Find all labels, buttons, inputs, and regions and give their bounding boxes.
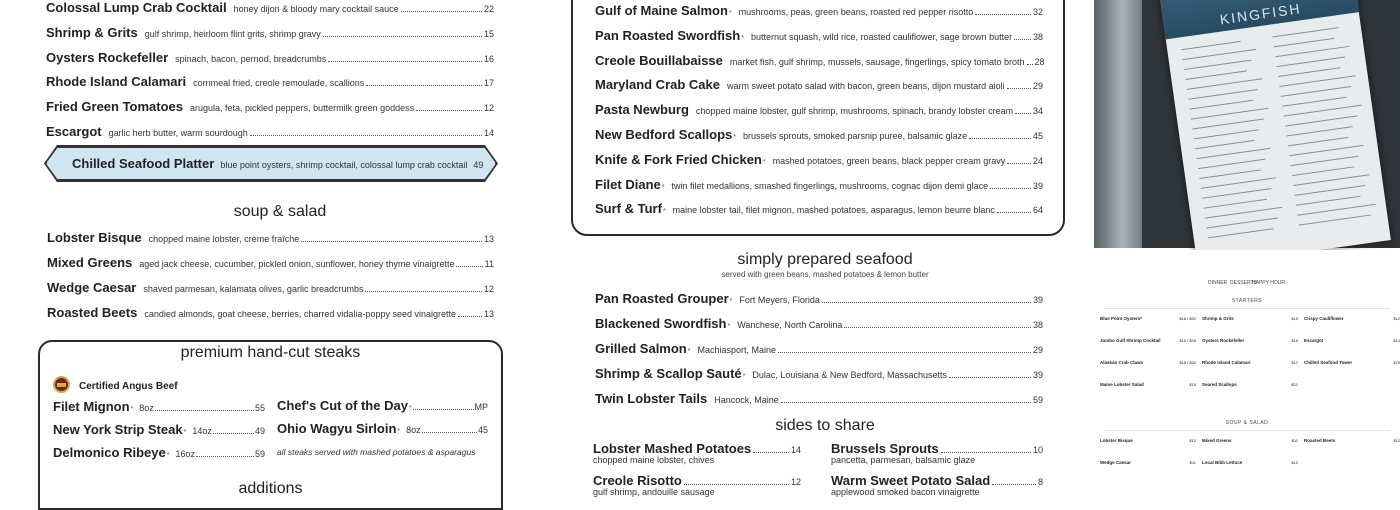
- menu-card-line: [1201, 177, 1276, 189]
- leader-dots: [844, 327, 1031, 328]
- item-name: Wedge Caesar: [1100, 460, 1131, 465]
- steaks-heading: premium hand-cut steaks: [180, 344, 361, 361]
- item-mark: *: [727, 323, 731, 330]
- menu-card-line: [1296, 196, 1361, 206]
- item-price: 55: [254, 403, 265, 413]
- item-price: $12: [1189, 438, 1196, 443]
- item-size: 8oz: [406, 425, 421, 435]
- item-name: Lobster Bisque: [1100, 438, 1133, 443]
- menu-item: [595, 391, 1043, 406]
- menu-item: [595, 316, 1043, 331]
- item-name: Ohio Wagyu Sirloin: [277, 421, 397, 436]
- item-name: Twin Lobster Tails: [595, 391, 708, 406]
- item-name: Maine Lobster Salad: [1100, 382, 1144, 387]
- leader-dots: [949, 377, 1031, 378]
- item-name: Pasta Newburg: [595, 102, 689, 118]
- menu-card-line: [1208, 228, 1273, 238]
- menu-item: [46, 124, 494, 139]
- menu-card-line: [1185, 70, 1247, 80]
- menu-card-line: [1289, 145, 1363, 156]
- item-name: Colossal Lump Crab Cocktail: [46, 0, 227, 15]
- menu-card-line: [1184, 60, 1251, 70]
- menu-card-line: [1205, 207, 1282, 219]
- item-name: Chef's Cut of the Day: [277, 398, 408, 413]
- leader-dots: [196, 456, 254, 457]
- steak-item: [53, 422, 265, 437]
- menu-item: [46, 99, 494, 114]
- menu-card-line: [1202, 188, 1271, 199]
- steak-item: [53, 445, 265, 460]
- menu-item: [595, 102, 1043, 117]
- menu-card-line: [1290, 156, 1358, 167]
- item-desc: Wanchese, North Carolina: [737, 320, 843, 330]
- mini-menu-item: [1100, 438, 1196, 443]
- menu-item: [595, 28, 1043, 43]
- menu-card-line: [1292, 166, 1355, 176]
- item-mark: *: [687, 348, 691, 355]
- leader-dots: [155, 410, 254, 411]
- water-glass-shape: [1094, 0, 1142, 248]
- item-price: 45: [1032, 131, 1043, 141]
- menu-item: [47, 280, 494, 295]
- item-price: 16: [483, 53, 494, 64]
- menu-card-line: [1279, 75, 1355, 87]
- leader-dots: [1015, 113, 1031, 114]
- item-name: Roasted Beets: [47, 305, 138, 320]
- item-mark: *: [397, 428, 401, 435]
- item-price: 34: [1032, 106, 1043, 117]
- certified-angus-logo: [53, 376, 70, 393]
- item-name: Alaskan Crab Claws: [1100, 360, 1144, 365]
- item-mark: *: [130, 406, 134, 413]
- item-name: Mixed Greens: [47, 255, 133, 270]
- side-item: [593, 473, 801, 497]
- item-desc: mashed potatoes, green beans, black pepper cream gravy: [772, 155, 1006, 166]
- menu-card-line: [1281, 86, 1351, 97]
- item-desc: chopped maine lobster, chives: [593, 455, 715, 465]
- item-desc: Dulac, Louisiana & New Bedford, Massachusetts: [752, 370, 947, 380]
- item-name: Creole Risotto: [593, 473, 682, 488]
- item-desc: twin filet medallions, smashed fingerlings, mushrooms, cognac dijon demi glace: [671, 180, 989, 191]
- item-mark: *: [742, 373, 746, 380]
- item-name: Fried Green Tomatoes: [46, 99, 184, 115]
- menu-card-line: [1188, 89, 1257, 100]
- leader-dots: [301, 241, 482, 242]
- leader-dots: [941, 452, 1031, 453]
- item-name: Local Bibb Lettuce: [1202, 460, 1243, 465]
- item-price: 59: [1032, 395, 1043, 405]
- menu-item: [595, 127, 1043, 142]
- leader-dots: [413, 409, 474, 410]
- item-price: 17: [483, 78, 494, 89]
- item-mark: *: [762, 158, 766, 166]
- item-desc: aged jack cheese, cucumber, pickled onion, sunflower, honey thyme vinaigrette: [139, 259, 455, 269]
- menu-card-line: [1277, 57, 1345, 68]
- certified-angus-label: Certified Angus Beef: [79, 381, 178, 392]
- menu-card-line: [1272, 27, 1338, 37]
- item-name: Delmonico Ribeye: [53, 445, 166, 460]
- item-price: 38: [1032, 31, 1043, 42]
- item-desc: gulf shrimp, andouille sausage: [593, 487, 715, 497]
- menu-card-line: [1295, 185, 1365, 196]
- mini-divider: [1104, 308, 1390, 309]
- leader-dots: [323, 36, 482, 37]
- menu-card-line: [1285, 115, 1357, 126]
- simple-seafood-subheading: served with green beans, mashed potatoes & lemon butter: [721, 270, 929, 279]
- leader-dots: [401, 11, 482, 12]
- item-desc: applewood smoked bacon vinaigrette: [831, 487, 980, 497]
- item-price: $17: [1291, 360, 1298, 365]
- item-price: $18 / $32: [1179, 360, 1196, 365]
- item-mark: *: [408, 405, 412, 412]
- side-item-top: [593, 473, 801, 488]
- item-desc: Machiasport, Maine: [697, 345, 777, 355]
- mini-menu-item: [1100, 460, 1196, 465]
- steak-item: [53, 399, 265, 414]
- item-price: $16 / $26: [1179, 338, 1196, 343]
- leader-dots: [1007, 163, 1031, 164]
- item-price: $15: [1291, 316, 1298, 321]
- photographed-menu-card: [1156, 0, 1391, 267]
- menu-card-line: [1194, 129, 1259, 139]
- item-desc: gulf shrimp, heirloom flint grits, shrimp gravy: [144, 28, 321, 39]
- item-price: 29: [1032, 345, 1043, 355]
- mini-menu-item: [1202, 360, 1298, 365]
- item-name: Blackened Swordfish: [595, 316, 727, 331]
- menu-card-line: [1293, 174, 1369, 186]
- item-name: Knife & Fork Fried Chicken: [595, 151, 762, 167]
- item-price: 38: [1032, 320, 1043, 330]
- leader-dots: [684, 484, 789, 485]
- menu-item: [46, 25, 494, 40]
- menu-card-line: [1274, 38, 1335, 47]
- menu-card-line: [1204, 199, 1268, 209]
- mini-menu-item: [1202, 338, 1298, 343]
- item-name: Pan Roasted Grouper: [595, 291, 729, 306]
- menu-item: [595, 366, 1043, 381]
- mini-menu-item: [1304, 338, 1400, 343]
- menu-card-line: [1198, 159, 1265, 169]
- menu-item: [595, 177, 1043, 192]
- item-name: Roasted Beets: [1304, 438, 1336, 443]
- side-item-top: [593, 441, 801, 456]
- item-mark: *: [183, 429, 187, 436]
- item-price: 11: [484, 259, 494, 269]
- item-name: Surf & Turf: [595, 201, 662, 217]
- sides-heading: sides to share: [775, 417, 875, 434]
- mini-menu-item: [1202, 438, 1298, 443]
- mini-soup-title: SOUP & SALAD: [1225, 420, 1269, 426]
- leader-dots: [456, 266, 482, 267]
- soup-salad-heading: soup & salad: [233, 203, 327, 220]
- item-desc: maine lobster tail, filet mignon, mashed potatoes, asparagus, lemon beurre blanc: [672, 205, 995, 216]
- item-price: 12: [483, 284, 494, 294]
- item-name: Brussels Sprouts: [831, 441, 939, 456]
- item-name: Pan Roasted Swordfish: [595, 27, 741, 43]
- item-desc: candied almonds, goat cheese, berries, charred vidalia-poppy seed vinaigrette: [144, 309, 456, 319]
- item-name: Filet Mignon: [53, 399, 130, 414]
- item-desc: Fort Meyers, Florida: [739, 295, 820, 305]
- menu-card-line: [1199, 169, 1261, 179]
- item-desc: warm sweet potato salad with bacon, green beans, dijon mustard aioli: [727, 81, 1005, 92]
- leader-dots: [992, 484, 1036, 485]
- mini-menu-item: [1202, 382, 1298, 387]
- side-item: [831, 441, 1043, 465]
- menu-item: [595, 152, 1043, 167]
- item-name: Oysters Rockefeller: [1202, 338, 1245, 343]
- item-price: 49: [473, 160, 484, 170]
- item-price: 12: [483, 103, 494, 114]
- item-price: 32: [1032, 7, 1043, 17]
- item-mark: *: [166, 452, 170, 459]
- mini-menu-item: [1304, 438, 1400, 443]
- item-name: Maryland Crab Cake: [595, 77, 720, 93]
- item-price: $19: [1189, 382, 1196, 387]
- item-desc: arugula, feta, pickled peppers, buttermilk green goddess: [190, 103, 415, 114]
- mini-menu-item: [1100, 338, 1196, 343]
- mini-menu-item: [1202, 316, 1298, 321]
- menu-item: [595, 77, 1043, 92]
- item-price: $18 / $32: [1179, 316, 1196, 321]
- item-name: Grilled Salmon: [595, 341, 687, 356]
- menu-card-line: [1187, 78, 1262, 90]
- item-name: New York Strip Steak: [53, 422, 183, 437]
- item-name: Blue Point Oysters*: [1100, 316, 1143, 321]
- item-price: 13: [483, 309, 494, 319]
- menu-card-line: [1282, 97, 1347, 107]
- item-price: 39: [1032, 295, 1043, 305]
- side-item-top: [831, 473, 1043, 488]
- item-name: Lobster Mashed Potatoes: [593, 441, 752, 456]
- menu-card-line: [1286, 126, 1352, 136]
- menu-card-line: [1206, 217, 1277, 228]
- leader-dots: [781, 402, 1031, 403]
- menu-middle-panel: [565, 0, 1085, 500]
- item-price: $14: [1393, 338, 1400, 343]
- item-price: 15: [483, 28, 494, 39]
- item-desc: spinach, bacon, pernod, breadcrumbs: [175, 53, 327, 64]
- item-desc: chopped maine lobster, gulf shrimp, mushrooms, spinach, brandy lobster cream: [695, 106, 1014, 117]
- menu-left-panel: [0, 0, 560, 500]
- leader-dots: [1007, 88, 1031, 89]
- menu-item: [595, 201, 1043, 216]
- item-price: 49: [254, 426, 265, 436]
- mini-divider: [1104, 430, 1390, 431]
- item-desc: honey dijon & bloody mary cocktail sauce: [233, 4, 399, 14]
- item-price: 64: [1032, 205, 1043, 216]
- item-name: Wedge Caesar: [47, 280, 137, 295]
- item-name: Oysters Rockefeller: [46, 49, 169, 65]
- item-price: MP: [474, 402, 488, 412]
- item-desc: mushrooms, peas, green beans, roasted red pepper risotto: [738, 7, 974, 17]
- menu-item: [46, 74, 494, 89]
- item-desc: butternut squash, wild rice, roasted cauliflower, sage brown butter: [750, 31, 1013, 42]
- item-name: Chilled Seafood Platter: [72, 156, 215, 171]
- menu-card-line: [1190, 100, 1254, 110]
- item-price: $12: [1393, 316, 1400, 321]
- menu-card-line: [1275, 46, 1349, 57]
- menu-item: [595, 291, 1043, 306]
- mini-menu-item: [1304, 360, 1400, 365]
- mini-nav-dinner[interactable]: DINNER: [1208, 280, 1228, 286]
- simple-seafood-heading: simply prepared seafood: [737, 251, 913, 268]
- item-price: 45: [477, 425, 488, 435]
- leader-dots: [366, 85, 482, 86]
- item-price: $11: [1189, 460, 1196, 465]
- menu-card-line: [1195, 140, 1255, 149]
- mini-menu-item: [1202, 460, 1298, 465]
- item-price: 12: [790, 477, 801, 487]
- menu-item: [595, 53, 1043, 68]
- menu-item: [47, 255, 494, 270]
- mini-nav-desserts[interactable]: DESSERTS: [1230, 280, 1257, 286]
- item-name: Lobster Bisque: [47, 230, 142, 245]
- steaks-note: all steaks served with mashed potatoes & asparagus: [277, 447, 476, 457]
- leader-dots: [365, 291, 482, 292]
- mini-starters-title: STARTERS: [1231, 298, 1263, 304]
- menu-card-line: [1197, 148, 1270, 159]
- menu-card-line: [1191, 108, 1268, 120]
- leader-dots: [213, 433, 254, 434]
- leader-dots: [753, 452, 789, 453]
- item-name: Shrimp & Scallop Sauté: [595, 366, 742, 381]
- item-price: 22: [483, 4, 494, 14]
- leader-dots: [1014, 39, 1031, 40]
- item-size: 14oz: [192, 426, 212, 436]
- item-mark: *: [728, 10, 732, 17]
- item-price: $79: [1393, 360, 1400, 365]
- item-name: Jumbo Gulf Shrimp Cocktail: [1100, 338, 1161, 343]
- item-desc: Hancock, Maine: [714, 395, 779, 405]
- item-desc: blue point oysters, shrimp cocktail, colossal lump crab cocktail: [220, 160, 468, 170]
- menu-card-line: [1299, 214, 1371, 225]
- side-item: [593, 441, 801, 465]
- menu-card-line: [1288, 137, 1349, 146]
- steak-item: [277, 398, 488, 413]
- menu-item: [595, 3, 1043, 18]
- item-desc: market fish, gulf shrimp, mussels, sausage, fingerlings, spicy tomato broth: [729, 56, 1025, 67]
- item-price: $16: [1291, 338, 1298, 343]
- leader-dots: [975, 14, 1031, 15]
- item-desc: brussels sprouts, smoked parsnip puree, balsamic glaze: [742, 131, 968, 141]
- additions-heading: additions: [238, 480, 303, 497]
- menu-item: [46, 0, 494, 15]
- item-price: 59: [254, 449, 265, 459]
- item-name: Warm Sweet Potato Salad: [831, 473, 991, 488]
- item-desc: chopped maine lobster, crème fraîche: [148, 234, 300, 244]
- menu-card-line: [1284, 105, 1362, 117]
- item-name: Escargot: [46, 124, 102, 139]
- item-name: Shrimp & Grits: [1202, 316, 1234, 321]
- leader-dots: [990, 188, 1031, 189]
- item-price: 14: [790, 445, 801, 455]
- item-desc: cornmeal fried, creole remoulade, scallions: [193, 78, 365, 89]
- platter-item: [72, 155, 483, 173]
- item-price: 8: [1037, 477, 1043, 487]
- item-price: 28: [1034, 56, 1045, 67]
- item-name: Shrimp & Grits: [46, 24, 138, 40]
- leader-dots: [822, 302, 1031, 303]
- item-name: New Bedford Scallops: [595, 127, 733, 142]
- steak-item: [277, 421, 488, 436]
- mini-nav-happy-hour[interactable]: HAPPY HOUR: [1252, 280, 1285, 286]
- menu-photo: [1094, 0, 1400, 248]
- item-price: 39: [1032, 180, 1043, 191]
- mini-menu-item: [1100, 382, 1196, 387]
- leader-dots: [778, 352, 1031, 353]
- mini-menu-item: [1100, 316, 1196, 321]
- leader-dots: [416, 110, 482, 111]
- item-name: Gulf of Maine Salmon: [595, 3, 728, 18]
- leader-dots: [328, 61, 482, 62]
- item-desc: shaved parmesan, kalamata olives, garlic breadcrumbs: [143, 284, 364, 294]
- item-desc: pancetta, parmesan, balsamic glaze: [831, 455, 976, 465]
- menu-item: [47, 305, 494, 320]
- item-price: $21: [1291, 382, 1298, 387]
- item-name: Rhode Island Calamari: [46, 74, 187, 90]
- leader-dots: [997, 212, 1031, 213]
- item-name: Crispy Cauliflower: [1304, 316, 1344, 321]
- item-price: 29: [1032, 81, 1043, 92]
- item-mark: *: [741, 34, 744, 42]
- menu-item: [47, 230, 494, 245]
- side-item-top: [831, 441, 1043, 456]
- item-name: Escargot: [1304, 338, 1324, 343]
- item-size: 16oz: [175, 449, 195, 459]
- item-size: 8oz: [139, 403, 154, 413]
- mini-menu-item: [1304, 316, 1400, 321]
- menu-card-line: [1297, 204, 1375, 216]
- item-name: Mixed Greens: [1202, 438, 1232, 443]
- item-name: Creole Bouillabaisse: [595, 52, 723, 68]
- item-price: 39: [1032, 370, 1043, 380]
- item-name: Seared Scallops: [1202, 382, 1237, 387]
- side-item: [831, 473, 1043, 497]
- item-name: Filet Diane: [595, 176, 661, 192]
- leader-dots: [250, 135, 482, 136]
- mini-menu-item: [1100, 360, 1196, 365]
- menu-card-line: [1183, 49, 1256, 60]
- menu-card-line: [1278, 67, 1341, 77]
- item-price: $12: [1393, 438, 1400, 443]
- mini-web-menu: [1094, 250, 1400, 500]
- item-mark: *: [733, 134, 736, 141]
- leader-dots: [422, 432, 477, 433]
- leader-dots: [458, 316, 482, 317]
- item-price: 13: [483, 234, 494, 244]
- item-price: 24: [1032, 155, 1043, 166]
- menu-card-logo: KINGFISH: [1218, 0, 1303, 28]
- item-mark: *: [662, 208, 666, 216]
- item-price: 14: [483, 128, 494, 138]
- item-desc: garlic herb butter, warm sourdough: [108, 128, 248, 138]
- item-mark: *: [661, 183, 665, 191]
- leader-dots: [969, 138, 1031, 139]
- item-name: Rhode Island Calamari: [1202, 360, 1251, 365]
- item-price: $11: [1291, 438, 1298, 443]
- menu-item: [595, 341, 1043, 356]
- item-name: Chilled Seafood Tower: [1304, 360, 1353, 365]
- item-price: 10: [1032, 445, 1043, 455]
- menu-card-line: [1192, 118, 1263, 129]
- item-price: $12: [1291, 460, 1298, 465]
- leader-dots: [1027, 64, 1033, 65]
- menu-item: [46, 50, 494, 65]
- item-mark: *: [729, 298, 733, 305]
- menu-card-line: [1181, 41, 1241, 50]
